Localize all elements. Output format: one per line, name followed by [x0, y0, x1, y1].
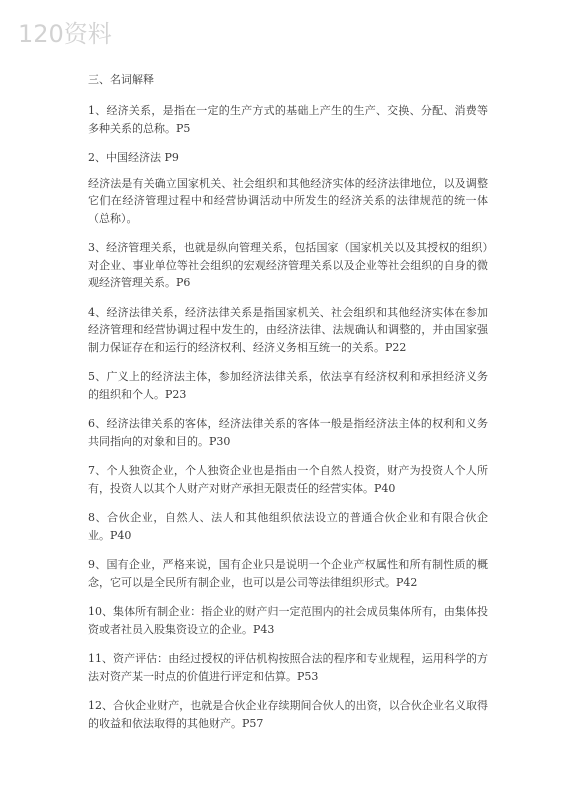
term-entry: 12、合伙企业财产，也就是合伙企业存续期间合伙人的出资，以合伙企业名义取得的收益和依法取得的其他财产。P57: [88, 699, 488, 730]
term-entry: 3、经济管理关系，也就是纵向管理关系，包括国家（国家机关以及其授权的组织）对企业、事业单位等社会组织的宏观经济管理关系以及企业等社会组织的自身的微观经济管理关系。P6: [88, 241, 488, 289]
document-body: [88, 72, 488, 744]
term-entry: 4、经济法律关系，经济法律关系是指国家机关、社会组织和其他经济实体在参加经济管理和经营协调过程中发生的，由经济法律、法规确认和调整的，并由国家强制力保证存在和运行的经济权利、经济义务相互统一的关系。P22: [88, 305, 488, 354]
term-entry: 5、广义上的经济法主体，参加经济法律关系，依法享有经济权利和承担经济义务的组织和个人。P23: [88, 370, 488, 401]
watermark-logo: 120资料: [18, 20, 112, 48]
term-entry: 9、国有企业，严格来说，国有企业只是说明一个企业产权属性和所有制性质的概念，它可以是全民所有制企业，也可以是公司等法律组织形式。P42: [88, 558, 488, 589]
term-entry: 11、资产评估：由经过授权的评估机构按照合法的程序和专业规程，运用科学的方法对资产某一时点的价值进行评定和估算。P53: [88, 652, 488, 683]
term-entry: 8、合伙企业，自然人、法人和其他组织依法设立的普通合伙企业和有限合伙企业。P40: [88, 511, 488, 542]
section-title: 三、名词解释: [88, 73, 154, 86]
term-entry: 7、个人独资企业，个人独资企业也是指由一个自然人投资，财产为投资人个人所有，投资人以其个人财产对财产承担无限责任的经营实体。P40: [88, 464, 488, 495]
term-entry: 2、中国经济法 P9: [88, 151, 179, 164]
term-entry: 6、经济法律关系的客体，经济法律关系的客体一般是指经济法主体的权利和义务共同指向的对象和目的。P30: [88, 417, 488, 448]
term-entry: 10、集体所有制企业：指企业的财产归一定范围内的社会成员集体所有，由集体投资或者社员入股集资设立的企业。P43: [88, 605, 488, 636]
term-definition: 经济法是有关确立国家机关、社会组织和其他经济实体的经济法律地位，以及调整它们在经济管理过程中和经营协调活动中所发生的经济关系的法律规范的统一体（总称）。: [88, 176, 488, 225]
term-entry: 1、经济关系，是指在一定的生产方式的基础上产生的生产、交换、分配、消费等多种关系的总称。P5: [88, 104, 488, 135]
